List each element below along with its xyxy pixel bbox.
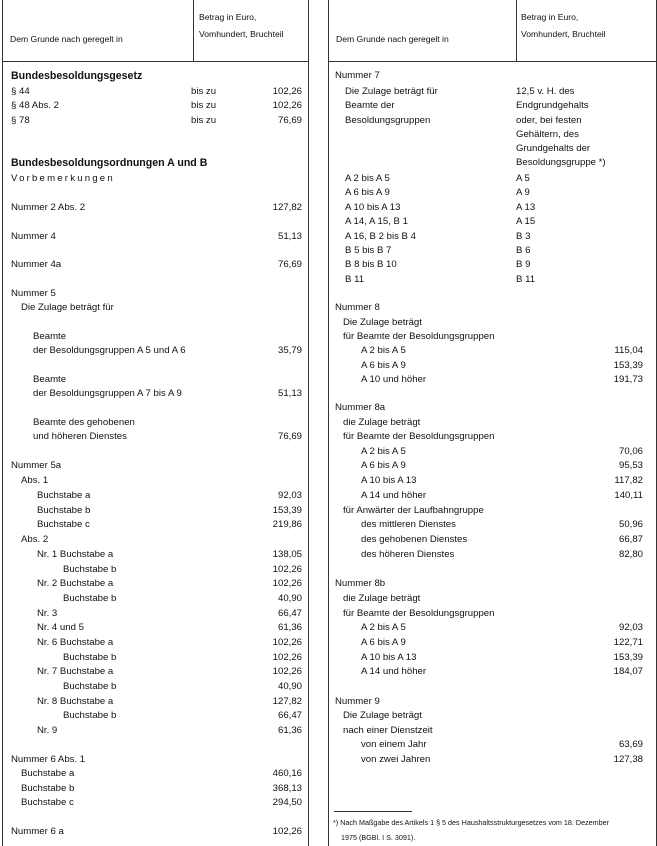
- row-amount: 35,79: [277, 345, 302, 356]
- row-label: § 78: [11, 115, 30, 126]
- row-amount: 61,36: [277, 622, 302, 633]
- row-amount: 153,39: [272, 505, 302, 516]
- row-label: Nr. 4 und 5: [37, 622, 84, 633]
- header-basis-label: Dem Grunde nach geregelt in: [336, 34, 449, 44]
- row-label: A 14 und höher: [361, 666, 427, 677]
- limit-qualifier: bis zu: [191, 100, 217, 111]
- row-label: Nummer 5: [11, 288, 56, 299]
- row-label: A 10 bis A 13: [361, 475, 417, 486]
- row-amount: 117,82: [614, 475, 643, 486]
- row-label: Buchstabe c: [37, 519, 90, 530]
- row-label: Die Zulage beträgt: [343, 710, 422, 721]
- row-label: B 5 bis B 7: [345, 245, 392, 256]
- row-label: Vorbemerkungen: [11, 173, 115, 184]
- row-label: Nr. 3: [37, 608, 58, 619]
- row-label: Beamte: [33, 374, 67, 385]
- row-amount: 127,82: [272, 202, 302, 213]
- limit-qualifier: bis zu: [191, 86, 217, 97]
- row-label: von zwei Jahren: [361, 754, 431, 765]
- row-label: Buchstabe b: [21, 783, 75, 794]
- row-label: Nr. 6 Buchstabe a: [37, 637, 114, 648]
- row-amount: 76,69: [277, 431, 302, 442]
- row-label: des mittleren Dienstes: [361, 519, 456, 530]
- row-label: A 6 bis A 9: [361, 637, 406, 648]
- row-label: A 2 bis A 5: [361, 622, 406, 633]
- row-label: des gehobenen Dienstes: [361, 534, 468, 545]
- row-label: B 8 bis B 10: [345, 259, 397, 270]
- row-label: Nummer 6 a: [11, 826, 64, 837]
- row-amount: 138,05: [272, 549, 302, 560]
- row-grade-text: B 6: [516, 245, 531, 256]
- row-label: Nr. 1 Buchstabe a: [37, 549, 114, 560]
- row-label: Beamte: [33, 331, 67, 342]
- row-label: Buchstabe c: [21, 797, 74, 808]
- footnote: *) Nach Maßgabe des Artikels 1 § 5 des Haushaltsstrukturgesetzes vom 18. Dezember 1975 (BGBl. I S. 3091).: [333, 818, 610, 842]
- row-label: Besoldungsgruppen: [345, 115, 431, 126]
- row-label: Buchstabe b: [63, 710, 117, 721]
- row-amount: 66,87: [618, 534, 643, 545]
- row-grade-text: B 11: [516, 274, 536, 285]
- header-divider: [193, 0, 194, 61]
- header-basis-label: Dem Grunde nach geregelt in: [10, 34, 123, 44]
- row-amount: 102,26: [272, 86, 302, 97]
- row-label: A 10 und höher: [361, 374, 427, 385]
- limit-qualifier: bis zu: [191, 115, 217, 126]
- row-grade-text: Gehältern, des: [516, 129, 579, 140]
- row-grade-text: A 15: [516, 216, 536, 227]
- row-label: Nr. 9: [37, 725, 58, 736]
- row-label: § 48 Abs. 2: [11, 100, 60, 111]
- row-label: Nr. 7 Buchstabe a: [37, 666, 114, 677]
- row-label: Nummer 4a: [11, 259, 62, 270]
- row-grade-text: B 3: [516, 231, 531, 242]
- row-amount: 66,47: [277, 710, 302, 721]
- row-amount: 95,53: [618, 460, 643, 471]
- row-label: Die Zulage beträgt für: [21, 302, 114, 313]
- row-amount: 92,03: [618, 622, 643, 633]
- row-amount: 102,26: [272, 826, 302, 837]
- row-label: der Besoldungsgruppen A 7 bis A 9: [33, 388, 182, 399]
- row-label: Buchstabe b: [63, 564, 117, 575]
- row-amount: 76,69: [277, 259, 302, 270]
- row-label: Nummer 8b: [335, 578, 386, 589]
- row-label: die Zulage beträgt: [343, 593, 421, 604]
- row-label: Abs. 2: [21, 534, 49, 545]
- row-amount: 122,71: [613, 637, 643, 648]
- row-label: Nummer 9: [335, 696, 380, 707]
- row-amount: 70,06: [618, 446, 643, 457]
- row-label: Nr. 8 Buchstabe a: [37, 696, 114, 707]
- row-grade-text: Endgrundgehalts: [516, 100, 589, 111]
- row-amount: 51,13: [277, 231, 302, 242]
- row-amount: 219,86: [272, 519, 302, 530]
- row-label: § 44: [11, 86, 30, 97]
- row-amount: 40,90: [277, 593, 302, 604]
- row-label: A 6 bis A 9: [361, 460, 406, 471]
- row-label: Buchstabe b: [63, 593, 117, 604]
- row-label: Nummer 8a: [335, 402, 386, 413]
- row-amount: 115,04: [614, 345, 643, 356]
- row-label: Nummer 6 Abs. 1: [11, 754, 86, 765]
- row-grade-text: 12,5 v. H. des: [516, 86, 575, 97]
- row-label: A 2 bis A 5: [361, 446, 406, 457]
- row-label: Nummer 8: [335, 302, 380, 313]
- row-label: für Anwärter der Laufbahngruppe: [343, 505, 484, 516]
- row-label: Buchstabe a: [37, 490, 91, 501]
- row-label: A 14, A 15, B 1: [345, 216, 408, 227]
- row-amount: 460,16: [272, 768, 302, 779]
- row-grade-text: A 5: [516, 173, 530, 184]
- row-label: A 16, B 2 bis B 4: [345, 231, 416, 242]
- row-amount: 63,69: [618, 739, 643, 750]
- row-amount: 102,26: [272, 100, 302, 111]
- row-amount: 127,38: [613, 754, 643, 765]
- row-label: A 6 bis A 9: [345, 187, 390, 198]
- row-grade-text: Besoldungsgruppe *): [516, 157, 606, 168]
- row-label: die Zulage beträgt: [343, 417, 421, 428]
- row-label: Nummer 5a: [11, 460, 62, 471]
- row-label: Nr. 2 Buchstabe a: [37, 578, 114, 589]
- row-label: Nummer 2 Abs. 2: [11, 202, 86, 213]
- row-label: der Besoldungsgruppen A 5 und A 6: [33, 345, 186, 356]
- row-label: Die Zulage beträgt für: [345, 86, 438, 97]
- row-grade-text: oder, bei festen: [516, 115, 582, 126]
- section-heading: Bundesbesoldungsordnungen A und B: [11, 157, 208, 169]
- row-label: Die Zulage beträgt: [343, 317, 422, 328]
- row-label: für Beamte der Besoldungsgruppen: [343, 331, 495, 342]
- row-label: Buchstabe b: [63, 681, 117, 692]
- row-label: Abs. 1: [21, 475, 49, 486]
- row-label: Buchstabe b: [63, 652, 117, 663]
- row-amount: 153,39: [613, 360, 643, 371]
- row-amount: 140,11: [614, 490, 643, 501]
- row-label: für Beamte der Besoldungsgruppen: [343, 608, 495, 619]
- row-amount: 102,26: [272, 564, 302, 575]
- row-amount: 76,69: [277, 115, 302, 126]
- row-amount: 92,03: [277, 490, 302, 501]
- row-label: für Beamte der Besoldungsgruppen: [343, 431, 495, 442]
- row-amount: 127,82: [272, 696, 302, 707]
- row-amount: 61,36: [277, 725, 302, 736]
- row-label: Buchstabe a: [21, 768, 75, 779]
- header-amount-label: Betrag in Euro, Vomhundert, Bruchteil: [199, 12, 284, 39]
- row-amount: 66,47: [277, 608, 302, 619]
- footnote-rule: [334, 811, 412, 812]
- row-amount: 184,07: [613, 666, 643, 677]
- row-amount: 40,90: [277, 681, 302, 692]
- row-grade-text: A 9: [516, 187, 530, 198]
- row-label: A 10 bis A 13: [345, 202, 401, 213]
- row-label: Beamte des gehobenen: [33, 417, 135, 428]
- right-table-header: [329, 0, 656, 62]
- row-label: und höheren Dienstes: [33, 431, 127, 442]
- row-amount: 102,26: [272, 578, 302, 589]
- row-amount: 153,39: [613, 652, 643, 663]
- row-label: A 10 bis A 13: [361, 652, 417, 663]
- row-label: von einem Jahr: [361, 739, 427, 750]
- row-grade-text: Grundgehalts der: [516, 143, 591, 154]
- left-table-header: [3, 0, 308, 62]
- row-label: B 11: [345, 274, 365, 285]
- row-amount: 368,13: [272, 783, 302, 794]
- row-grade-text: B 9: [516, 259, 531, 270]
- row-label: Beamte der: [345, 100, 395, 111]
- row-amount: 102,26: [272, 666, 302, 677]
- row-amount: 102,26: [272, 652, 302, 663]
- row-label: A 2 bis A 5: [361, 345, 406, 356]
- row-label: Nummer 4: [11, 231, 56, 242]
- row-label: A 2 bis A 5: [345, 173, 390, 184]
- header-amount-label: Betrag in Euro, Vomhundert, Bruchteil: [521, 12, 606, 39]
- row-label: Buchstabe b: [37, 505, 91, 516]
- row-amount: 82,80: [618, 549, 643, 560]
- header-divider: [516, 0, 517, 61]
- row-amount: 102,26: [272, 637, 302, 648]
- section-heading: Bundesbesoldungsgesetz: [11, 70, 143, 82]
- left-column: [2, 0, 309, 846]
- row-grade-text: A 13: [516, 202, 536, 213]
- row-label: nach einer Dienstzeit: [343, 725, 433, 736]
- row-label: A 6 bis A 9: [361, 360, 406, 371]
- row-label: Nummer 7: [335, 70, 380, 81]
- row-amount: 51,13: [277, 388, 302, 399]
- row-label: A 14 und höher: [361, 490, 427, 501]
- right-column: [328, 0, 657, 846]
- row-label: des höheren Dienstes: [361, 549, 455, 560]
- row-amount: 50,96: [618, 519, 643, 530]
- row-amount: 294,50: [272, 797, 302, 808]
- row-amount: 191,73: [613, 374, 643, 385]
